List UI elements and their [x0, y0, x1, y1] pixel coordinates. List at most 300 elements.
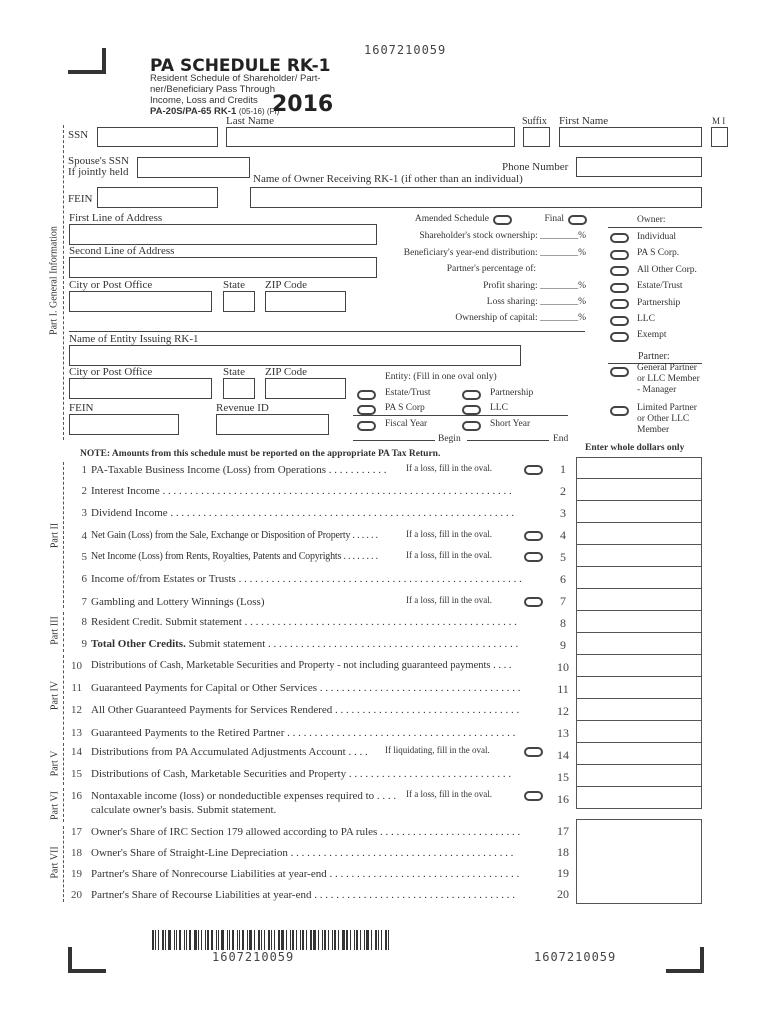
barcode-number: 1607210059	[212, 950, 295, 964]
barcode-bar	[306, 930, 307, 950]
barcode-bar	[274, 930, 275, 950]
barcode-bar	[324, 930, 326, 950]
owner-name-label: Name of Owner Receiving RK-1 (if other than an individual)	[253, 173, 523, 185]
line-description-text: Owner's Share of Straight-Line Depreciation . . . . . . . . . . . . . . . . . . . . . . . . . . . . . . . . . . . . . . . . .	[91, 847, 514, 859]
entity-partnership-label: Partnership	[490, 388, 534, 398]
barcode-bar	[338, 930, 339, 950]
line-number: 18	[71, 847, 82, 859]
barcode-bar	[268, 930, 270, 950]
zip-field[interactable]	[265, 291, 346, 312]
line-description-text: Distributions of Cash, Marketable Securities and Property . . . . . . . . . . . . . . . . . . . . . . . . . . . . . .	[91, 768, 512, 780]
middle-initial-field[interactable]	[711, 127, 728, 147]
amended-schedule-oval[interactable]	[493, 215, 512, 225]
phone-number-field[interactable]	[576, 157, 702, 177]
barcode-bar	[332, 930, 333, 950]
barcode-bar	[186, 930, 187, 950]
owner-llc-label: LLC	[637, 314, 655, 324]
entity-name-field[interactable]	[69, 345, 521, 366]
line-description	[91, 638, 518, 650]
barcode-bar	[381, 930, 382, 950]
part7-divider	[63, 826, 64, 902]
address-line1-field[interactable]	[69, 224, 377, 245]
part5-divider	[63, 743, 64, 785]
line-number-right: 14	[557, 748, 569, 762]
line-number: 19	[71, 868, 82, 880]
fein-label: FEIN	[68, 193, 93, 205]
owner-individual-oval[interactable]	[610, 233, 629, 243]
first-name-label: First Name	[559, 115, 609, 127]
line-description	[91, 596, 265, 608]
amount-field[interactable]	[576, 840, 702, 862]
limited-partner-label: Limited Partner or Other LLC Member	[637, 403, 697, 435]
barcode-bar	[227, 930, 228, 950]
line-description-bold: Total Other Credits.	[91, 638, 186, 650]
line-description	[91, 826, 520, 838]
loss-hint: If a loss, fill in the oval.	[406, 550, 492, 560]
amount-field[interactable]	[576, 765, 702, 787]
line-description	[91, 847, 513, 859]
entity-fein-label: FEIN	[69, 402, 94, 414]
barcode-bar	[207, 930, 209, 950]
address-line2-field[interactable]	[69, 257, 377, 278]
final-oval[interactable]	[568, 215, 587, 225]
line-number: 20	[71, 889, 82, 901]
loss-sharing-pct: Loss sharing: ________%	[486, 297, 586, 307]
phone-number-label: Phone Number	[502, 161, 569, 173]
barcode-bar	[237, 930, 238, 950]
begin-label: Begin	[438, 434, 461, 444]
whole-dollars-heading: Enter whole dollars only	[585, 443, 685, 453]
fiscal-year-oval[interactable]	[357, 421, 376, 431]
line-number: 4	[81, 530, 87, 542]
form-id-bottom: 1607210059	[534, 950, 617, 964]
line-number-right: 4	[560, 528, 566, 542]
form-title: PA SCHEDULE RK-1	[150, 56, 331, 76]
amount-field[interactable]	[576, 589, 702, 611]
shareholder-ownership-pct: Shareholder's stock ownership: ________%	[419, 231, 586, 241]
line-number-right: 2	[560, 484, 566, 498]
part1-label: Part I. General Information	[48, 226, 60, 335]
barcode-bar	[254, 930, 255, 950]
amount-field[interactable]	[576, 819, 702, 841]
part7-label: Part VII	[49, 846, 61, 879]
part6-label: Part VI	[49, 791, 61, 820]
amount-field[interactable]	[576, 633, 702, 655]
owner-name-field[interactable]	[250, 187, 702, 208]
line-description	[91, 530, 378, 541]
revenue-id-label: Revenue ID	[216, 402, 269, 414]
barcode-bar	[328, 930, 329, 950]
barcode-bar	[174, 930, 175, 950]
general-partner-label: General Partner or LLC Member - Manager	[637, 363, 700, 395]
general-partner-oval[interactable]	[610, 367, 629, 377]
tax-year: 2016	[272, 92, 334, 117]
state-field[interactable]	[223, 291, 255, 312]
line-number: 17	[71, 826, 82, 838]
line-description	[91, 660, 512, 671]
line-description-continued: calculate owner's basis. Submit statement.	[91, 804, 277, 816]
entity-zip-label: ZIP Code	[265, 366, 308, 378]
part6-divider	[63, 788, 64, 822]
line-description	[91, 868, 519, 880]
line-number-right: 17	[557, 824, 569, 838]
line-description-text: Net Income (Loss) from Rents, Royalties, Patents and Copyrights . . . . . . . .	[91, 551, 378, 562]
loss-hint: If liquidating, fill in the oval.	[385, 745, 490, 755]
owner-exempt-oval[interactable]	[610, 332, 629, 342]
city-label: City or Post Office	[69, 279, 153, 291]
entity-pa-s-corp-oval[interactable]	[357, 405, 376, 415]
line-number: 3	[81, 507, 87, 519]
line-description-text: Owner's Share of IRC Section 179 allowed according to PA rules . . . . . . . . . . . . . . . . . . . . . . . . . .	[91, 826, 521, 838]
registration-mark-bottom-right	[666, 947, 704, 973]
line-description-text: Nontaxable income (loss) or nondeductible expenses required to . . . .	[91, 790, 397, 802]
line-number: 6	[81, 573, 87, 585]
spouse-ssn-label: Spouse's SSN If jointly held	[68, 155, 129, 178]
barcode-bar	[318, 930, 319, 950]
barcode	[152, 930, 391, 950]
barcode-bar	[239, 930, 240, 950]
fiscal-year-label: Fiscal Year	[385, 419, 428, 429]
city-field[interactable]	[69, 291, 212, 312]
entity-year-divider	[353, 415, 568, 416]
barcode-bar	[271, 930, 272, 950]
line-number-right: 18	[557, 845, 569, 859]
line-description	[91, 768, 511, 780]
suffix-label: Suffix	[522, 116, 547, 127]
part2-divider	[63, 462, 64, 608]
amount-field[interactable]	[576, 743, 702, 765]
line-description-text: Resident Credit. Submit statement . . . . . . . . . . . . . . . . . . . . . . . . . . . . . . . . . . . . . . . . . . . . . . . . . .	[91, 616, 517, 628]
part1-divider	[63, 125, 64, 440]
reporting-note: NOTE: Amounts from this schedule must be reported on the appropriate PA Tax Return.	[80, 449, 441, 459]
line-description-text: Interest Income . . . . . . . . . . . . . . . . . . . . . . . . . . . . . . . . . . . . . . . . . . . . . . . . . . . . . . . . . . . . . . . .	[91, 485, 512, 497]
line-number: 10	[71, 660, 82, 672]
barcode-bar	[152, 930, 154, 950]
line-number-right: 10	[557, 660, 569, 674]
line-description	[91, 573, 522, 585]
amount-field[interactable]	[576, 545, 702, 567]
line-description	[91, 616, 517, 628]
spouse-ssn-field[interactable]	[137, 157, 250, 178]
entity-city-field[interactable]	[69, 378, 212, 399]
owner-partnership-label: Partnership	[637, 298, 681, 308]
line-number: 1	[81, 464, 87, 476]
barcode-bar	[155, 930, 156, 950]
owner-other-corp-label: All Other Corp.	[637, 265, 697, 275]
line-number: 7	[81, 596, 87, 608]
line-number: 15	[71, 768, 82, 780]
amount-field[interactable]	[576, 655, 702, 677]
owner-partnership-oval[interactable]	[610, 299, 629, 309]
amount-field[interactable]	[576, 699, 702, 721]
entity-state-field[interactable]	[223, 378, 255, 399]
barcode-bar	[229, 930, 230, 950]
amount-field[interactable]	[576, 501, 702, 523]
barcode-bar	[264, 930, 265, 950]
line-description-text: Gambling and Lottery Winnings (Loss)	[91, 596, 265, 608]
amount-field[interactable]	[576, 457, 702, 479]
barcode-bar	[198, 930, 199, 950]
barcode-bar	[205, 930, 206, 950]
line-description	[91, 464, 386, 476]
line-description-text: Guaranteed Payments to the Retired Partner . . . . . . . . . . . . . . . . . . . . . . . . . . . . . . . . . . . . . . . . . .	[91, 727, 516, 739]
amount-field[interactable]	[576, 861, 702, 883]
line-number-right: 16	[557, 792, 569, 806]
last-name-field[interactable]	[226, 127, 515, 147]
barcode-bar	[350, 930, 351, 950]
registration-mark-top-left	[68, 48, 106, 74]
barcode-bar	[346, 930, 348, 950]
short-year-oval[interactable]	[462, 421, 481, 431]
owner-llc-oval[interactable]	[610, 316, 629, 326]
final-label: Final	[544, 214, 564, 224]
capital-ownership-pct: Ownership of capital: ________%	[455, 313, 586, 323]
part3-label: Part III	[49, 616, 61, 645]
barcode-bar	[278, 930, 280, 950]
line-number-right: 1	[560, 462, 566, 476]
end-date-line[interactable]	[467, 440, 549, 441]
owner-estate-trust-label: Estate/Trust	[637, 281, 683, 291]
line-number: 9	[81, 638, 87, 650]
barcode-bar	[216, 930, 217, 950]
barcode-bar	[176, 930, 177, 950]
loss-hint: If a loss, fill in the oval.	[406, 463, 492, 473]
loss-oval[interactable]	[524, 747, 543, 757]
profit-sharing-pct: Profit sharing: ________%	[483, 281, 586, 291]
form-subtitle: Resident Schedule of Shareholder/ Part- ner/Beneficiary Pass Through Income, Loss and Credits PA-20S/PA-65 RK-1 (05-16) (FI)	[150, 73, 321, 117]
line-number-right: 8	[560, 616, 566, 630]
state-label: State	[223, 279, 245, 291]
barcode-bar	[375, 930, 377, 950]
barcode-bar	[258, 930, 260, 950]
barcode-bar	[300, 930, 301, 950]
part5-label: Part V	[49, 750, 61, 777]
line-description	[91, 704, 519, 716]
line-number-right: 15	[557, 770, 569, 784]
line-number-right: 7	[560, 594, 566, 608]
line-description-text: Distributions from PA Accumulated Adjustments Account . . . .	[91, 746, 368, 758]
fein-field[interactable]	[97, 187, 218, 208]
loss-hint: If a loss, fill in the oval.	[406, 529, 492, 539]
amended-schedule-label: Amended Schedule	[414, 214, 489, 224]
barcode-bar	[296, 930, 297, 950]
barcode-bar	[168, 930, 171, 950]
barcode-bar	[366, 930, 369, 950]
owner-heading: Owner:	[637, 215, 666, 225]
barcode-bar	[232, 930, 234, 950]
amount-field[interactable]	[576, 611, 702, 633]
line-description-text: Partner's Share of Recourse Liabilities at year-end . . . . . . . . . . . . . . . . . . . . . . . . . . . . . . . . . . . . .	[91, 889, 515, 901]
ssn-field[interactable]	[97, 127, 218, 147]
line-number: 5	[81, 551, 87, 563]
entity-estate-trust-oval[interactable]	[357, 390, 376, 400]
form-code: PA-20S/PA-65 RK-1	[150, 106, 237, 117]
address-line2-label: Second Line of Address	[69, 245, 175, 257]
barcode-bar	[201, 930, 202, 950]
registration-mark-bottom-left	[68, 947, 106, 973]
barcode-bar	[211, 930, 213, 950]
barcode-bar	[218, 930, 219, 950]
line-description-text: Net Gain (Loss) from the Sale, Exchange or Disposition of Property . . . . . .	[91, 530, 378, 541]
entity-name-label: Name of Entity Issuing RK-1	[69, 333, 199, 345]
line-description	[91, 551, 378, 562]
barcode-bar	[342, 930, 345, 950]
entity-pa-s-corp-label: PA S Corp	[385, 403, 425, 413]
line-number-right: 5	[560, 550, 566, 564]
line-description	[91, 507, 514, 519]
line-description-text: Partner's Share of Nonrecourse Liabilities at year-end . . . . . . . . . . . . . . . . . . . . . . . . . . . . . . . . . . .	[91, 868, 520, 880]
loss-hint: If a loss, fill in the oval.	[406, 595, 492, 605]
entity-type-heading: Entity: (Fill in one oval only)	[385, 372, 497, 382]
entity-partnership-oval[interactable]	[462, 390, 481, 400]
line-description	[91, 790, 396, 802]
line-description	[91, 746, 368, 758]
barcode-bar	[281, 930, 284, 950]
part2-label: Part II	[49, 522, 61, 549]
loss-oval[interactable]	[524, 531, 543, 541]
line-number-right: 12	[557, 704, 569, 718]
entity-llc-oval[interactable]	[462, 405, 481, 415]
barcode-bar	[194, 930, 197, 950]
barcode-bar	[221, 930, 224, 950]
entity-llc-label: LLC	[490, 403, 508, 413]
line-description-text: Submit statement . . . . . . . . . . . . . . . . . . . . . . . . . . . . . . . . . . . . . . . . . . . . . .	[185, 638, 519, 650]
line-number-right: 19	[557, 866, 569, 880]
line-number-right: 11	[557, 682, 569, 696]
line-description	[91, 727, 515, 739]
owner-exempt-label: Exempt	[637, 330, 667, 340]
mi-label: M I	[712, 116, 726, 126]
amount-field[interactable]	[576, 677, 702, 699]
amount-field[interactable]	[576, 567, 702, 589]
barcode-bar	[247, 930, 248, 950]
line-number: 13	[71, 727, 82, 739]
begin-date-line[interactable]	[353, 440, 435, 441]
amount-field[interactable]	[576, 721, 702, 743]
barcode-bar	[310, 930, 312, 950]
barcode-bar	[179, 930, 181, 950]
amount-field[interactable]	[576, 479, 702, 501]
barcode-bar	[378, 930, 379, 950]
barcode-bar	[184, 930, 185, 950]
owner-other-corp-oval[interactable]	[610, 266, 629, 276]
entity-fein-field[interactable]	[69, 414, 179, 435]
last-name-label: Last Name	[226, 115, 274, 127]
barcode-bar	[261, 930, 262, 950]
line-number-right: 13	[557, 726, 569, 740]
line-number: 16	[71, 790, 82, 802]
part3-divider	[63, 612, 64, 652]
line-description	[91, 889, 515, 901]
limited-partner-oval[interactable]	[610, 406, 629, 416]
line-description-text: Guaranteed Payments for Capital or Other Services . . . . . . . . . . . . . . . . . . . . . . . . . . . . . . . . . . . . .	[91, 682, 521, 694]
short-year-label: Short Year	[490, 419, 531, 429]
line-number: 12	[71, 704, 82, 716]
suffix-field[interactable]	[523, 127, 550, 147]
form-id-top: 1607210059	[364, 43, 447, 57]
line-description-text: All Other Guaranteed Payments for Services Rendered . . . . . . . . . . . . . . . . . . . . . . . . . . . . . . . . . .	[91, 704, 520, 716]
barcode-bar	[165, 930, 166, 950]
owner-heading-rule	[608, 227, 702, 228]
owner-individual-label: Individual	[637, 232, 677, 242]
options-divider	[69, 331, 585, 332]
part4-label: Part IV	[49, 680, 61, 711]
partner-heading: Partner:	[638, 351, 670, 362]
line-number: 14	[71, 746, 82, 758]
barcode-bar	[162, 930, 164, 950]
entity-state-label: State	[223, 366, 245, 378]
barcode-bar	[371, 930, 372, 950]
barcode-bar	[189, 930, 191, 950]
line-number-right: 6	[560, 572, 566, 586]
barcode-bar	[302, 930, 304, 950]
barcode-bar	[354, 930, 355, 950]
entity-estate-trust-label: Estate/Trust	[385, 388, 431, 398]
barcode-bar	[249, 930, 252, 950]
first-name-field[interactable]	[559, 127, 702, 147]
line-number: 11	[71, 682, 82, 694]
amount-field[interactable]	[576, 882, 702, 904]
owner-pa-s-corp-label: PA S Corp.	[637, 248, 680, 258]
loss-oval[interactable]	[524, 597, 543, 607]
owner-pa-s-corp-oval[interactable]	[610, 250, 629, 260]
loss-oval[interactable]	[524, 465, 543, 475]
line-number: 8	[81, 616, 87, 628]
loss-oval[interactable]	[524, 552, 543, 562]
line-description-text: Dividend Income . . . . . . . . . . . . . . . . . . . . . . . . . . . . . . . . . . . . . . . . . . . . . . . . . . . . . . . . . . . . . . .	[91, 507, 515, 519]
beneficiary-distribution-pct: Beneficiary's year-end distribution: ________%	[403, 248, 586, 258]
entity-city-label: City or Post Office	[69, 366, 153, 378]
line-number-right: 20	[557, 887, 569, 901]
line-description-text: Income of/from Estates or Trusts . . . . . . . . . . . . . . . . . . . . . . . . . . . . . . . . . . . . . . . . . . . . . . . . . . . .	[91, 573, 522, 585]
barcode-bar	[322, 930, 323, 950]
barcode-bar	[242, 930, 244, 950]
barcode-bar	[388, 930, 389, 950]
ssn-label: SSN	[68, 129, 89, 141]
form-revision: (05-16) (FI)	[238, 107, 280, 116]
barcode-bar	[334, 930, 336, 950]
entity-zip-field[interactable]	[265, 378, 346, 399]
barcode-bar	[158, 930, 159, 950]
loss-hint: If a loss, fill in the oval.	[406, 789, 492, 799]
barcode-bar	[313, 930, 316, 950]
line-number-right: 9	[560, 638, 566, 652]
partner-percentage-heading: Partner's percentage of:	[446, 264, 536, 274]
address-line1-label: First Line of Address	[69, 212, 163, 224]
barcode-bar	[356, 930, 358, 950]
line-number-right: 3	[560, 506, 566, 520]
barcode-bar	[286, 930, 287, 950]
line-description-text: Distributions of Cash, Marketable Securities and Property - not including guaranteed payments . . . .	[91, 660, 512, 671]
line-description	[91, 485, 512, 497]
line-description-text: PA-Taxable Business Income (Loss) from Operations . . . . . . . . . . .	[91, 464, 387, 476]
part4-divider	[63, 655, 64, 740]
revenue-id-field[interactable]	[216, 414, 329, 435]
barcode-bar	[290, 930, 291, 950]
end-label: End	[553, 434, 569, 444]
amount-field[interactable]	[576, 523, 702, 545]
barcode-bar	[292, 930, 294, 950]
owner-estate-trust-oval[interactable]	[610, 283, 629, 293]
barcode-bar	[364, 930, 365, 950]
barcode-bar	[360, 930, 361, 950]
zip-label: ZIP Code	[265, 279, 308, 291]
line-description	[91, 682, 521, 694]
loss-oval[interactable]	[524, 791, 543, 801]
barcode-bar	[385, 930, 387, 950]
amount-field[interactable]	[576, 787, 702, 809]
line-number: 2	[81, 485, 87, 497]
